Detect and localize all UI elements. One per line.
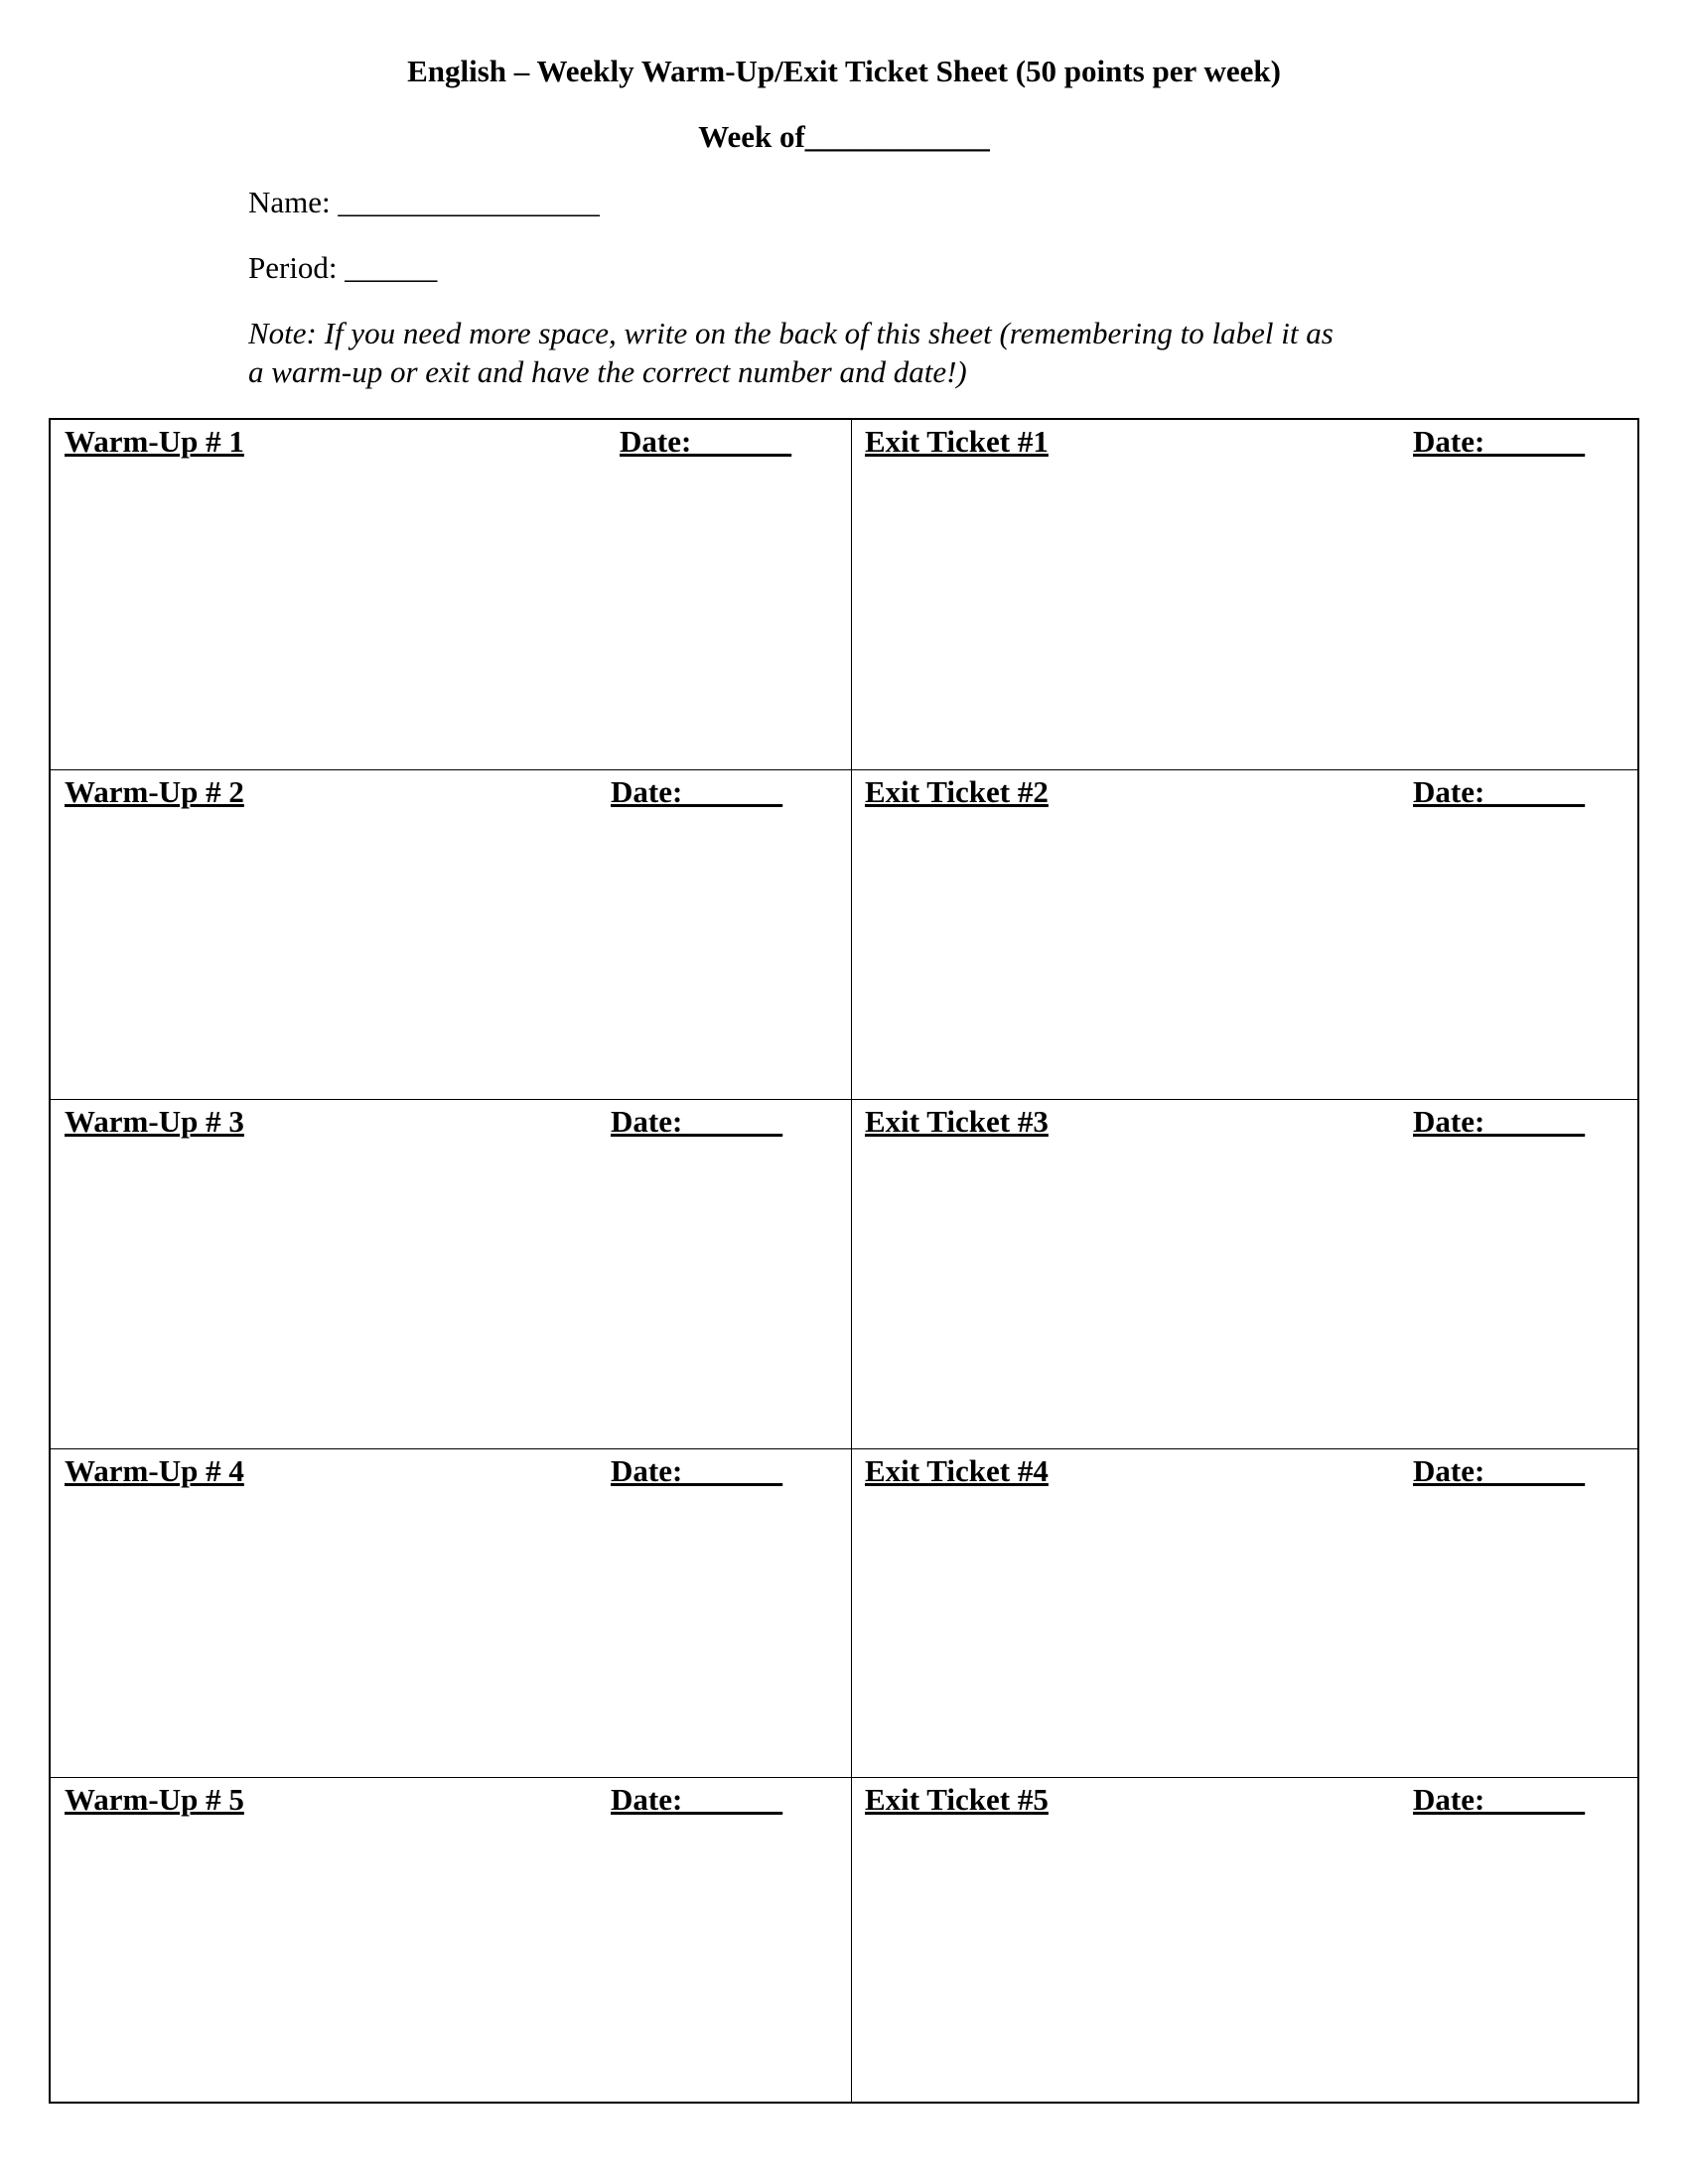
exit-2-box[interactable] — [851, 770, 1639, 1099]
warmup-3-date[interactable]: Date: ______ — [611, 1104, 783, 1139]
week-of-field[interactable]: Week of____________ — [698, 119, 990, 154]
warmup-5-label: Warm-Up # 5 — [65, 1782, 244, 1817]
warmup-1-label: Warm-Up # 1 — [65, 424, 244, 459]
exit-2-label: Exit Ticket #2 — [865, 774, 1049, 809]
warmup-4-label: Warm-Up # 4 — [65, 1453, 244, 1488]
warmup-2-date[interactable]: Date: ______ — [611, 774, 783, 809]
exit-3-date[interactable]: Date: ______ — [1413, 1104, 1586, 1139]
warmup-2-label: Warm-Up # 2 — [65, 774, 244, 809]
ticket-row-1 — [51, 420, 1637, 769]
exit-3-box[interactable] — [851, 1100, 1639, 1448]
ticket-row-2 — [51, 769, 1637, 1099]
warmup-1-box[interactable] — [51, 420, 851, 769]
warmup-5-date[interactable]: Date: ______ — [611, 1782, 783, 1817]
ticket-row-5 — [51, 1777, 1637, 2104]
ticket-row-3 — [51, 1099, 1637, 1448]
exit-1-date[interactable]: Date: ______ — [1413, 424, 1586, 459]
warmup-1-date[interactable]: Date: ______ — [620, 424, 792, 459]
warmup-5-box[interactable] — [51, 1778, 851, 2104]
exit-1-label: Exit Ticket #1 — [865, 424, 1049, 459]
instructions-note — [248, 314, 1539, 391]
page-title: English – Weekly Warm-Up/Exit Ticket Sheet (50 points per week) — [407, 54, 1281, 88]
note-line-2: a warm-up or exit and have the correct number and date!) — [248, 354, 967, 389]
exit-4-label: Exit Ticket #4 — [865, 1453, 1049, 1488]
warmup-4-date[interactable]: Date: ______ — [611, 1453, 783, 1488]
name-field[interactable]: Name: _________________ — [248, 185, 600, 219]
exit-3-label: Exit Ticket #3 — [865, 1104, 1049, 1139]
note-line-1: Note: If you need more space, write on the back of this sheet (remembering to label it as — [248, 316, 1334, 350]
exit-5-date[interactable]: Date: ______ — [1413, 1782, 1586, 1817]
warmup-4-box[interactable] — [51, 1449, 851, 1777]
exit-4-date[interactable]: Date: ______ — [1413, 1453, 1586, 1488]
exit-2-date[interactable]: Date: ______ — [1413, 774, 1586, 809]
exit-4-box[interactable] — [851, 1449, 1639, 1777]
ticket-row-4 — [51, 1448, 1637, 1777]
ticket-grid — [49, 418, 1639, 2104]
exit-5-label: Exit Ticket #5 — [865, 1782, 1049, 1817]
exit-5-box[interactable] — [851, 1778, 1639, 2104]
exit-1-box[interactable] — [851, 420, 1639, 769]
warmup-3-box[interactable] — [51, 1100, 851, 1448]
period-field[interactable]: Period: ______ — [248, 250, 438, 285]
warmup-2-box[interactable] — [51, 770, 851, 1099]
warmup-3-label: Warm-Up # 3 — [65, 1104, 244, 1139]
